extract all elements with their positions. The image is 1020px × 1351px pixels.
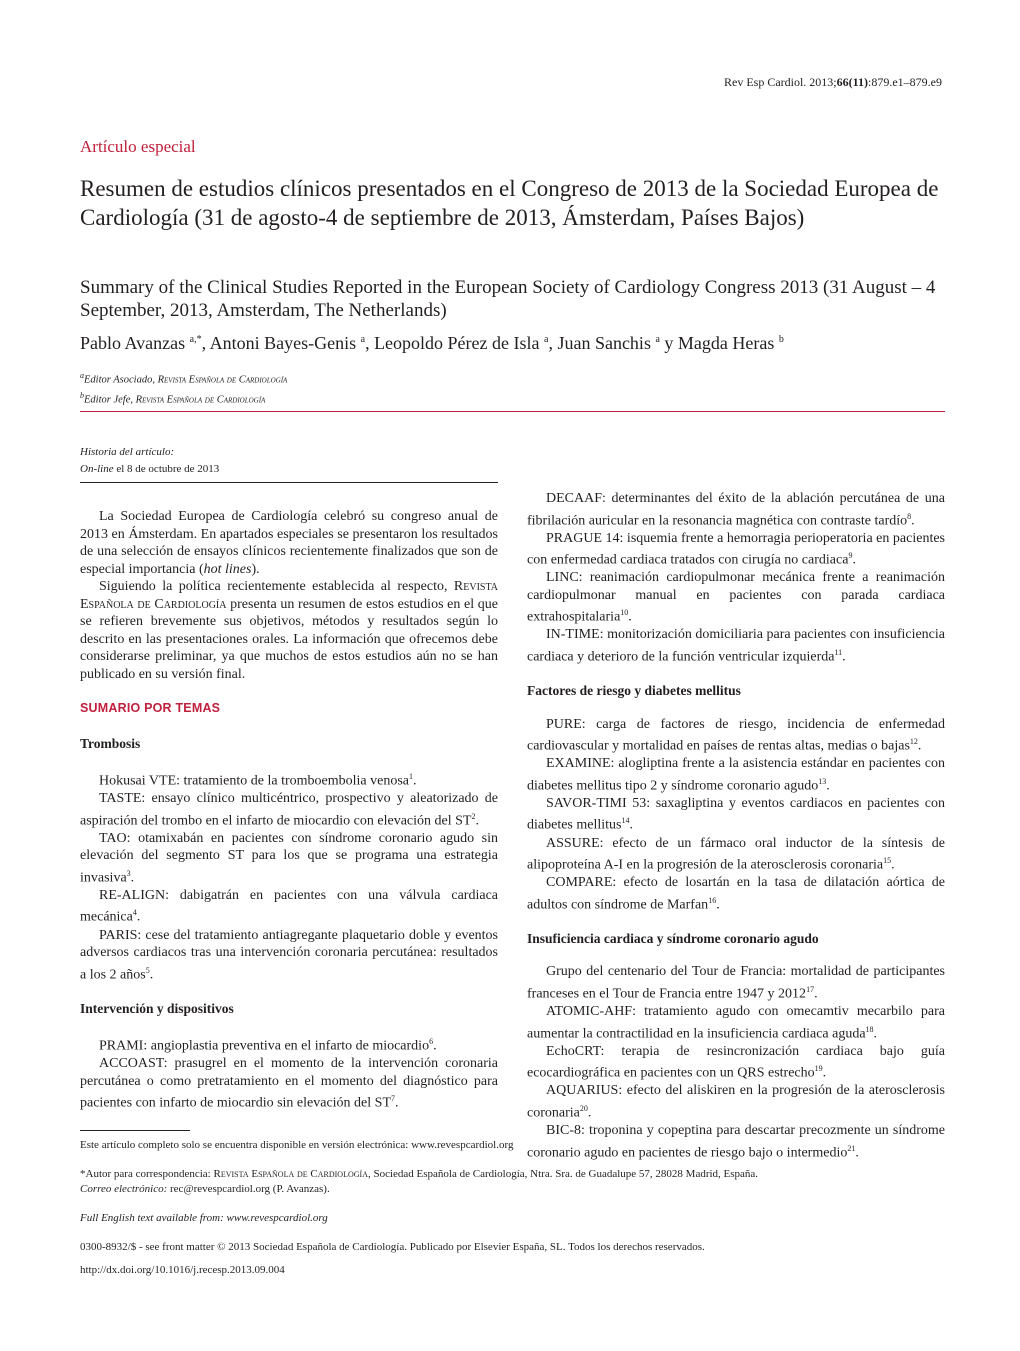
study-summary-item: ATOMIC-AHF: tratamiento agudo con omecamtiv mecarbilo para aumentar la contractilidad en la insuficiencia cardiaca aguda$^{18}$. <box>527 1004 945 1042</box>
reference-mark: 15 <box>883 856 892 866</box>
right-topic-sections <box>527 682 945 1162</box>
online-label: On-line <box>80 463 114 475</box>
reference-mark: 11 <box>834 647 843 657</box>
volume-issue: 66(11) <box>836 75 868 89</box>
reference-mark: 12 <box>909 737 918 747</box>
header-divider <box>80 411 945 412</box>
affiliation-b: $^b$Editor Jefe, Revista Española de Cardiología <box>80 390 266 405</box>
right-lead-items <box>527 490 945 666</box>
study-summary-item: Grupo del centenario del Tour de Francia: mortalidad de participantes franceses en el Tour de Francia entre 1947 y 2012$^{17}$. <box>527 964 945 1002</box>
reference-mark: 3 <box>126 868 131 878</box>
study-summary-item: IN-TIME: monitorización domiciliaria para pacientes con insuficiencia cardiaca y deterioro de la función ventricular izquierda$^{11}$. <box>527 627 945 665</box>
study-summary-item: PARIS: cese del tratamiento antiagregante plaquetario doble y eventos adversos cardiacos tras una intervención coronaria percutánea: resultados a los 2 años$^5$. <box>80 927 498 983</box>
reference-mark: 13 <box>818 776 827 786</box>
topic-heading: Intervención y dispositivos <box>80 1000 234 1016</box>
study-summary-item: ASSURE: efecto de un fármaco oral inductor de la síntesis de alipoproteína A-I en la progresión de la aterosclerosis coronaria$^{15}$. <box>527 835 945 873</box>
reference-mark: 5 <box>145 965 150 975</box>
author-name: Magda Heras <box>677 333 779 353</box>
study-summary-item: BIC-8: troponina y copeptina para descartar precozmente un síndrome coronario agudo en pacientes de riesgo bajo o intermedio$^{21}$. <box>527 1123 945 1161</box>
reference-mark: 19 <box>814 1064 823 1074</box>
affiliations <box>80 368 287 407</box>
reference-mark: 10 <box>620 608 629 618</box>
author-name: Leopoldo Pérez de Isla <box>374 333 544 353</box>
study-summary-item: DECAAF: determinantes del éxito de la ablación percutánea de una fibrilación auricular en la resonancia magnética con contraste tardío$^8$. <box>527 491 945 529</box>
reference-mark: 14 <box>621 816 630 826</box>
topic-heading: Factores de riesgo y diabetes mellitus <box>527 683 741 699</box>
reference-mark: 18 <box>865 1024 874 1034</box>
study-summary-item: EXAMINE: alogliptina frente a la asistencia estándar en pacientes con diabetes mellitus tipo 2 y síndrome coronario agudo$^{13}$. <box>527 756 945 794</box>
study-summary-item: LINC: reanimación cardiopulmonar mecánica frente a reanimación cardiopulmonar manual en pacientes con parada cardiaca extrahospitalaria$^{10}$. <box>527 570 945 625</box>
author-name: Juan Sanchis <box>557 333 656 353</box>
topic-heading: Trombosis <box>80 735 141 751</box>
reference-mark: 9 <box>848 551 853 561</box>
reference-mark: 2 <box>471 811 476 821</box>
availability-note: Este artículo completo solo se encuentra disponible en versión electrónica: www.revespcardiol.org <box>80 1139 514 1151</box>
study-summary-item: SAVOR-TIMI 53: saxagliptina y eventos cardiacos en pacientes con diabetes mellitus$^{14}$. <box>527 795 945 834</box>
article-history <box>80 444 219 478</box>
study-summary-item: PURE: carga de factores de riesgo, incidencia de enfermedad cardiovascular y mortalidad en países de rentas altas, medias o bajas$^{12}$. <box>527 716 945 754</box>
study-summary-item: COMPARE: efecto de losartán en la tasa de dilatación aórtica de adultos con síndrome de Marfan$^{16}$. <box>527 875 945 913</box>
reference-mark: 1 <box>409 772 413 781</box>
study-summary-item: EchoCRT: terapia de resincronización cardiaca bajo guía ecocardiográfica en pacientes con un QRS estrecho$^{19}$. <box>527 1043 945 1081</box>
reference-mark: 21 <box>847 1143 856 1153</box>
reference-mark: 16 <box>708 895 717 905</box>
affiliation-a: $^a$Editor Asociado, Revista Española de Cardiología <box>80 371 288 386</box>
reference-mark: 7 <box>391 1094 396 1104</box>
study-summary-item: ACCOAST: prasugrel en el momento de la intervención coronaria percutánea o como pretratamiento en el momento del diagnóstico para pacientes con infarto de miocardio sin elevación del $ST^7$. <box>80 1056 498 1112</box>
author-list: Pablo Avanzas $^{a,*}$, Antoni Bayes-Genis $^a$, Leopoldo Pérez de Isla $^a$, Juan Sanchis $^a$ y Magda Heras $^b$ <box>80 333 784 353</box>
reference-mark: 4 <box>132 908 137 918</box>
reference-mark: 20 <box>579 1103 588 1113</box>
email-note: Correo electrónico: rec@revespcardiol.org (P. Avanzas). <box>80 1183 330 1195</box>
journal-citation <box>724 75 942 90</box>
author-affiliation-mark: a <box>655 334 660 345</box>
intro-paragraph-1: La Sociedad Europea de Cardiología celebró su congreso anual de 2013 en Ámsterdam. En apartados especiales se presentaron los resultados de una selección de ensayos clínicos recientemente finalizados que son de especial importancia (hot lines). <box>80 509 498 577</box>
page-range: :879.e1–879.e9 <box>868 75 942 89</box>
intro-paragraph-2: Siguiendo la política recientemente establecida al respecto, Revista Española de Cardiología presenta un resumen de estos estudios en el que se refieren brevemente sus objetivos, métodos y resultados según lo descrito en las presentaciones orales. La información que ofrecemos debe considerarse preliminar, ya que muchos de estos estudios aún no se han publicado en su versión final. <box>80 579 498 682</box>
author-affiliation-mark: b <box>778 334 784 345</box>
article-title-spanish: Resumen de estudios clínicos presentados en el Congreso de 2013 de la Sociedad Europea de Cardiología (31 de agosto-4 de septiembre de 2013, Ámsterdam, Países Bajos) <box>80 176 939 230</box>
reference-mark: 17 <box>806 984 815 994</box>
author-affiliation-mark: a <box>544 334 549 345</box>
history-label: Historia del artículo: <box>80 446 175 458</box>
study-summary-item: TASTE: ensayo clínico multicéntrico, prospectivo y aleatorizado de aspiración del trombo en el infarto de miocardio con elevación del $ST^2$. <box>80 791 498 829</box>
journal-prefix: Rev Esp Cardiol. 2013; <box>723 75 837 89</box>
author-name: Antoni Bayes-Genis <box>209 333 361 353</box>
doi-link[interactable]: http://dx.doi.org/10.1016/j.recesp.2013.09.004 <box>80 1264 285 1276</box>
study-summary-item: Hokusai VTE: tratamiento de la tromboembolia venosa$^1$. <box>99 772 417 789</box>
author-affiliation-mark: a,* <box>189 334 202 345</box>
copyright-line: 0300-8932/$ - see front matter © 2013 Sociedad Española de Cardiología. Publicado por Elsevier España, SL. Todos los derechos reservados. <box>80 1241 705 1253</box>
online-date: el 8 de octubre de 2013 <box>113 463 220 475</box>
left-topic-sections <box>80 735 498 1113</box>
author-name: Pablo Avanzas <box>80 333 190 353</box>
study-summary-item: PRAMI: angioplastia preventiva en el infarto de miocardio$^6$. <box>99 1037 437 1054</box>
reference-mark: 6 <box>429 1037 434 1047</box>
right-column <box>527 490 945 1162</box>
article-type-label: Artículo especial <box>80 137 196 156</box>
study-summary-item: PRAGUE 14: isquemia frente a hemorragia perioperatoria en pacientes con enfermedad cardiaca tratados con cirugía no cardiaca$^9$. <box>527 530 945 568</box>
footnote-divider <box>80 1130 190 1131</box>
english-text-note: Full English text available from: www.revespcardiol.org <box>80 1212 328 1224</box>
study-summary-item: RE-ALIGN: dabigatrán en pacientes con una válvula cardiaca mecánica$^4$. <box>80 887 498 926</box>
correspondence-note: *Autor para correspondencia: Revista Española de Cardiología, Sociedad Española de Cardiología, Ntra. Sra. de Guadalupe 57, 28028 Madrid, España. <box>80 1168 759 1180</box>
reference-mark: 8 <box>907 511 912 521</box>
topic-heading: Insuficiencia cardiaca y síndrome coronario agudo <box>527 930 819 946</box>
study-summary-item: TAO: otamixabán en pacientes con síndrome coronario agudo sin elevación del segmento ST para los que se programa una estrategia invasiva$^3$. <box>80 830 498 886</box>
article-title-english: Summary of the Clinical Studies Reported in the European Society of Cardiology Congress 2013 (31 August – 4 September, 2013, Amsterdam, The Netherlands) <box>80 277 936 321</box>
left-column <box>80 508 498 1113</box>
history-divider <box>80 482 498 483</box>
author-affiliation-mark: a <box>360 334 366 345</box>
summary-heading: SUMARIO POR TEMAS <box>80 701 221 715</box>
study-summary-item: AQUARIUS: efecto del aliskiren en la progresión de la aterosclerosis coronaria$^{20}$. <box>527 1083 945 1121</box>
